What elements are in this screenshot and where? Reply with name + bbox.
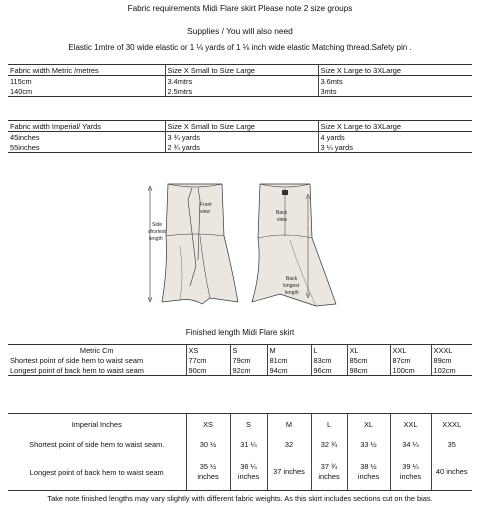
back-length-label-3: length bbox=[285, 290, 299, 296]
page-title: Fabric requirements Midi Flare skirt Please note 2 size groups bbox=[127, 4, 353, 13]
table-cell: 35 ½ inches bbox=[186, 454, 230, 491]
table-cell: 98cm bbox=[347, 365, 390, 376]
table-cell: 4 yards bbox=[318, 132, 472, 143]
table-cell: Longest point of back hem to waist seam bbox=[8, 454, 186, 491]
back-label-2: view bbox=[277, 217, 288, 223]
imperial-length-table bbox=[8, 413, 472, 491]
table-cell: Shortest point of side hem to waist seam. bbox=[29, 439, 165, 449]
table-cell: 94cm bbox=[267, 365, 311, 376]
thread-text: Matching thread.Safety pin . bbox=[312, 43, 412, 52]
table-cell: 32 ¾ bbox=[311, 434, 347, 454]
supplies-heading: Supplies / You will also need bbox=[187, 26, 293, 36]
table-header: XXL bbox=[390, 345, 431, 356]
table-cell: 33 ½ bbox=[347, 434, 390, 454]
skirt-illustration bbox=[140, 176, 340, 312]
table-cell: 140cm bbox=[8, 86, 165, 97]
table-cell: 81cm bbox=[267, 355, 311, 365]
front-view-skirt bbox=[148, 184, 238, 304]
table-header: XS bbox=[186, 345, 230, 356]
table-cell: 39 ¼ inches bbox=[390, 454, 431, 491]
table-cell: 34 ¼ bbox=[390, 434, 431, 454]
table-header: Size X Large to 3XLarge bbox=[318, 65, 472, 76]
elastic-text: Elastic 1mtre of 30 wide elastic or 1 ⅛ yards of 1 ⅛ inch wide elastic bbox=[68, 43, 310, 52]
table-header: S bbox=[230, 414, 267, 435]
table-cell: 79cm bbox=[230, 355, 267, 365]
table-cell: 30 ½ bbox=[186, 434, 230, 454]
table-cell: 3mts bbox=[318, 86, 472, 97]
side-label-2: shortest bbox=[148, 229, 166, 235]
side-label-3: length bbox=[149, 236, 163, 242]
table-cell: Shortest point of side hem to waist seam bbox=[10, 355, 144, 365]
front-label-1: Front bbox=[200, 202, 212, 208]
table-cell: 35 bbox=[431, 434, 472, 454]
table-cell: 40 inches bbox=[431, 454, 472, 491]
table-cell: 87cm bbox=[390, 355, 431, 365]
table-header: S bbox=[230, 345, 267, 356]
finished-length-caption: Finished length Midi Flare skirt bbox=[185, 328, 295, 337]
table-header: L bbox=[311, 414, 347, 435]
table-header: Size X Small to Size Large bbox=[165, 65, 318, 76]
table-header: XS bbox=[186, 414, 230, 435]
table-header: Imperial Inches bbox=[8, 414, 186, 435]
table-cell: 32 bbox=[267, 434, 311, 454]
table-cell: 37 ¾ inches bbox=[311, 454, 347, 491]
table-header: Metric Cm bbox=[8, 345, 186, 356]
table-cell: 36 ¼ inches bbox=[230, 454, 267, 491]
table-cell: 83cm bbox=[311, 355, 347, 365]
table-header: XXXL bbox=[431, 345, 472, 356]
table-cell: 2.5mtrs bbox=[165, 86, 318, 97]
elastic-note bbox=[0, 43, 480, 52]
side-label-1: Side bbox=[152, 222, 163, 228]
table-cell: 100cm bbox=[390, 365, 431, 376]
table-cell: Longest point of back hem to waist seam bbox=[8, 365, 186, 376]
front-label-2: view bbox=[200, 209, 211, 215]
table-header: XL bbox=[347, 414, 390, 435]
back-length-label-2: longest bbox=[283, 283, 300, 289]
table-cell: 92cm bbox=[230, 365, 267, 376]
skirt-diagram-svg bbox=[140, 176, 340, 312]
table-cell: 89cm bbox=[431, 355, 472, 365]
table-cell: 31 ¼ bbox=[230, 434, 267, 454]
table-cell: 3.4mtrs bbox=[165, 76, 318, 87]
table-header: Fabric width Metric /metres bbox=[8, 65, 165, 76]
table-cell: 102cm bbox=[431, 365, 472, 376]
table-cell: 3.6mts bbox=[318, 76, 472, 87]
table-header: XXXL bbox=[431, 414, 472, 435]
back-label-1: Back bbox=[276, 210, 288, 216]
metric-requirements-table bbox=[8, 64, 472, 97]
table-cell: 37 inches bbox=[267, 454, 311, 491]
table-header: XXL bbox=[390, 414, 431, 435]
metric-length-table bbox=[8, 344, 472, 376]
table-cell: 90cm bbox=[186, 365, 230, 376]
table-header: Fabric width Imperial/ Yards bbox=[8, 121, 165, 132]
table-header: M bbox=[267, 414, 311, 435]
table-header: Size X Large to 3XLarge bbox=[318, 121, 472, 132]
table-cell: 55inches bbox=[8, 142, 165, 153]
back-length-label-1: Back bbox=[286, 276, 298, 282]
table-header: Size X Small to Size Large bbox=[165, 121, 318, 132]
table-cell: 85cm bbox=[347, 355, 390, 365]
table-cell: 3 ¼ yards bbox=[318, 142, 472, 153]
footer-note: Take note finished lengths may vary slightly with different fabric weights. As this skirt includes sections cut on the bias. bbox=[47, 494, 433, 503]
table-cell: 38 ½ inches bbox=[347, 454, 390, 491]
table-header: L bbox=[311, 345, 347, 356]
table-cell: 77cm bbox=[186, 355, 230, 365]
table-cell: 3 ¾ yards bbox=[165, 132, 318, 143]
table-cell: 45inches bbox=[10, 132, 40, 142]
table-cell: 2 ¾ yards bbox=[165, 142, 318, 153]
table-cell: 115cm bbox=[10, 76, 32, 86]
table-header: XL bbox=[347, 345, 390, 356]
table-cell: 96cm bbox=[311, 365, 347, 376]
table-header: M bbox=[267, 345, 311, 356]
imperial-requirements-table bbox=[8, 120, 472, 153]
